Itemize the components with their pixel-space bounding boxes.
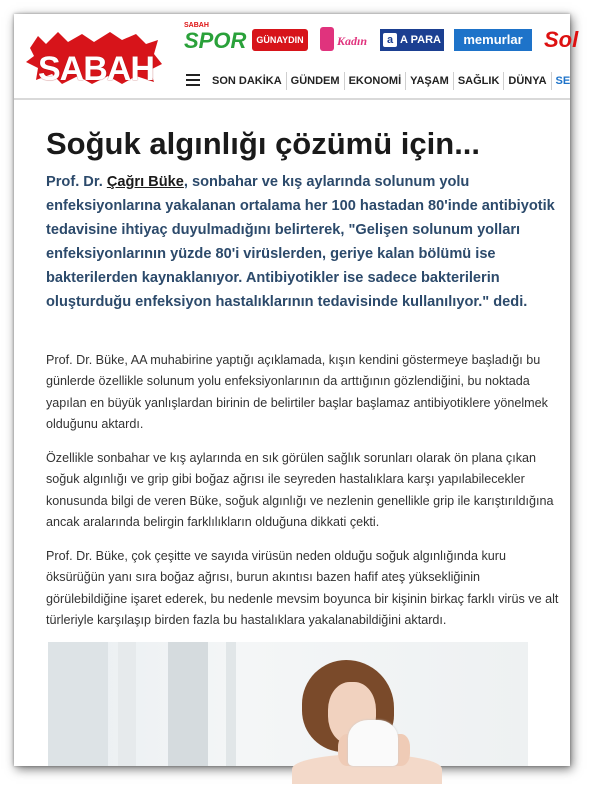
site-header xyxy=(14,14,579,98)
article-title: Soğuk algınlığı çözümü için... xyxy=(46,126,481,161)
brand-gunaydin[interactable]: GÜNAYDIN xyxy=(252,29,308,51)
nav-yasam[interactable]: YAŞAM xyxy=(406,72,454,90)
hamburger-menu-icon[interactable] xyxy=(186,74,200,86)
brand-sol[interactable]: Sol xyxy=(544,27,579,52)
brand-kadin[interactable] xyxy=(320,26,366,52)
article-photo xyxy=(48,642,528,766)
brand-apara-label: A PARA xyxy=(400,34,441,46)
partner-brands xyxy=(184,22,579,54)
header-divider xyxy=(14,98,570,100)
main-nav xyxy=(208,71,574,89)
lead-prefix: Prof. Dr. xyxy=(46,174,107,190)
article-paragraph-3: Prof. Dr. Büke, çok çeşitte ve sayıda virüsün neden olduğu soğuk algınlığında kuru öksürüğün yanı sıra boğaz ağrısı, burun akıntısı bazen hafif ateş yüksekliğinin görülebildiğine işaret ederek, bu nedenle mevsim boyunca bir kişinin birkaç farklı virüs ve alt türleriyle karşılaşıp birden fazla bu hastalıklara yakalanabildiğini aktardı. xyxy=(46,549,559,628)
nav-overflow-item[interactable]: SE xyxy=(555,75,571,87)
brand-memurlar[interactable]: memurlar xyxy=(454,29,532,51)
brand-kadin-label: Kadın xyxy=(337,34,368,48)
browser-frame xyxy=(14,14,579,766)
brand-spor-label: SPOR xyxy=(184,28,247,53)
logo-text: SABAH xyxy=(38,50,154,88)
brand-spor-tag: SABAH xyxy=(184,22,209,29)
brand-spor[interactable] xyxy=(184,22,247,54)
tissue-shape xyxy=(348,720,398,766)
nav-son-dakika[interactable]: SON DAKİKA xyxy=(208,72,287,90)
nav-gundem[interactable]: GÜNDEM xyxy=(287,72,345,90)
nav-dunya[interactable]: DÜNYA xyxy=(504,72,551,90)
brand-apara[interactable] xyxy=(380,29,444,51)
sabah-logo[interactable] xyxy=(24,26,164,86)
nav-saglik[interactable]: SAĞLIK xyxy=(454,72,505,90)
kadin-logo-icon xyxy=(320,27,334,51)
author-link[interactable]: Çağrı Büke xyxy=(106,174,184,190)
nav-ekonomi[interactable]: EKONOMİ xyxy=(345,72,407,90)
article-lead xyxy=(46,170,561,314)
lead-text: , sonbahar ve kış aylarında solunum yolu enfeksiyonlarına yakalanan ortalama her 100 hastadan 80'inde antibiyotik tedavisine ihtiyaç duyulmadığını belirterek, "Gelişen solunum yolları enfeksiyonlarının yüzde 80'i virüslerden, geriye kalan bölümü ise bakterilerden kaynaklanıyor. Antibiyotikler ise sadece bakterilerin oluşturduğu enfeksiyon hastalıklarının tedavisinde kullanılıyor." dedi. xyxy=(46,174,555,310)
apara-logo-icon: a xyxy=(383,33,397,47)
article-paragraph-2: Özellikle sonbahar ve kış aylarında en sık görülen sağlık sorunları olarak ön plana çıkan soğuk algınlığı ve grip gibi boğaz ağrısı ile seyreden hastalıklara karşı yapılabilecekler konusunda bilgi de veren Büke, soğuk algınlığı ve nezlenin genellikle grip ile karıştırıldığına ancak aralarında belirgin farklılıkların olduğuna dikkati çekti. xyxy=(46,451,554,530)
article-paragraph-1: Prof. Dr. Büke, AA muhabirine yaptığı açıklamada, kışın kendini göstermeye başladığı bu günlerde özellikle solunum yolu enfeksiyonlarının da arttığının gözlendiğini, bu noktada yapılan en büyük yanlışlardan birinin de belirtiler başlar başlamaz antibiyotiklere yönelmek olduğunu aktardı. xyxy=(46,353,548,432)
